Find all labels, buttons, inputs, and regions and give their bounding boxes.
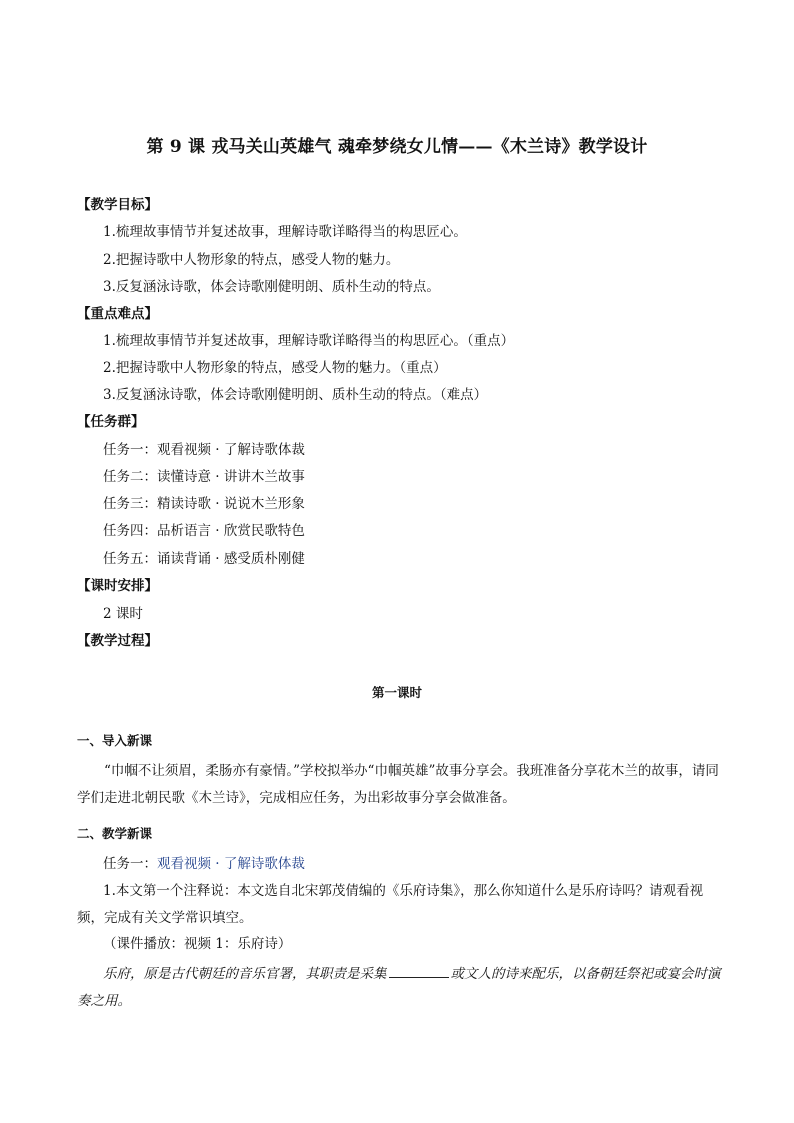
schedule-heading: 【课时安排】 xyxy=(77,578,158,594)
section1-paragraph: “巾帼不让须眉，柔肠亦有豪情。”学校拟举办“巾帼英雄”故事分享会。我班准备分享花木兰的故事，请同学们走进北朝民歌《木兰诗》，完成相应任务，为出彩故事分享会做准备。 xyxy=(77,763,719,806)
goal-item: 3.反复涵泳诗歌，体会诗歌刚健明朗、质朴生动的特点。 xyxy=(103,279,440,295)
task-item: 任务四：品析语言 · 欣赏民歌特色 xyxy=(103,523,305,539)
fill-blank-paragraph xyxy=(77,961,727,1015)
section1-heading: 一、导入新课 xyxy=(77,733,153,748)
task-item: 任务三：精读诗歌 · 说说木兰形象 xyxy=(103,496,305,512)
fill-part1: 乐府，原是古代朝廷的音乐官署，其职责是采集 xyxy=(103,966,387,982)
task1-prefix: 任务一： xyxy=(103,856,157,872)
fill-part2: 或文人的诗来配乐，以备朝廷祭祀或宴会时演奏之用。 xyxy=(77,966,721,1009)
task-item: 任务一：观看视频 · 了解诗歌体裁 xyxy=(103,442,305,458)
fill-blank[interactable] xyxy=(389,965,449,978)
goal-item: 2.把握诗歌中人物形象的特点，感受人物的魅力。 xyxy=(103,252,400,268)
tasks-heading: 【任务群】 xyxy=(77,414,145,430)
document-title: 第 9 课 戎马关山英雄气 魂牵梦绕女儿情——《木兰诗》教学设计 xyxy=(146,137,648,157)
process-heading: 【教学过程】 xyxy=(77,633,158,649)
section2-heading: 二、教学新课 xyxy=(77,826,153,841)
goals-heading: 【教学目标】 xyxy=(77,197,158,213)
task1-note: （课件播放：视频 1：乐府诗） xyxy=(103,936,292,952)
schedule-value: 2 课时 xyxy=(103,606,143,622)
task1-title: 观看视频 · 了解诗歌体裁 xyxy=(157,856,305,872)
task-item: 任务五：诵读背诵 · 感受质朴刚健 xyxy=(103,551,305,567)
goal-item: 1.梳理故事情节并复述故事，理解诗歌详略得当的构思匠心。 xyxy=(103,224,467,240)
task1-question: 1.本文第一个注释说：本文选自北宋郭茂倩编的《乐府诗集》，那么你知道什么是乐府诗吗？请观看视频，完成有关文学常识填空。 xyxy=(77,883,704,926)
keypoint-item: 2.把握诗歌中人物形象的特点，感受人物的魅力。（重点） xyxy=(103,360,447,376)
task-item: 任务二：读懂诗意 · 讲讲木兰故事 xyxy=(103,469,305,485)
lesson-title: 第一课时 xyxy=(371,685,422,700)
keypoint-item: 3.反复涵泳诗歌，体会诗歌刚健明朗、质朴生动的特点。（难点） xyxy=(103,387,488,403)
task1-line xyxy=(103,855,305,873)
keypoints-heading: 【重点难点】 xyxy=(77,306,158,322)
keypoint-item: 1.梳理故事情节并复述故事，理解诗歌详略得当的构思匠心。（重点） xyxy=(103,333,515,349)
